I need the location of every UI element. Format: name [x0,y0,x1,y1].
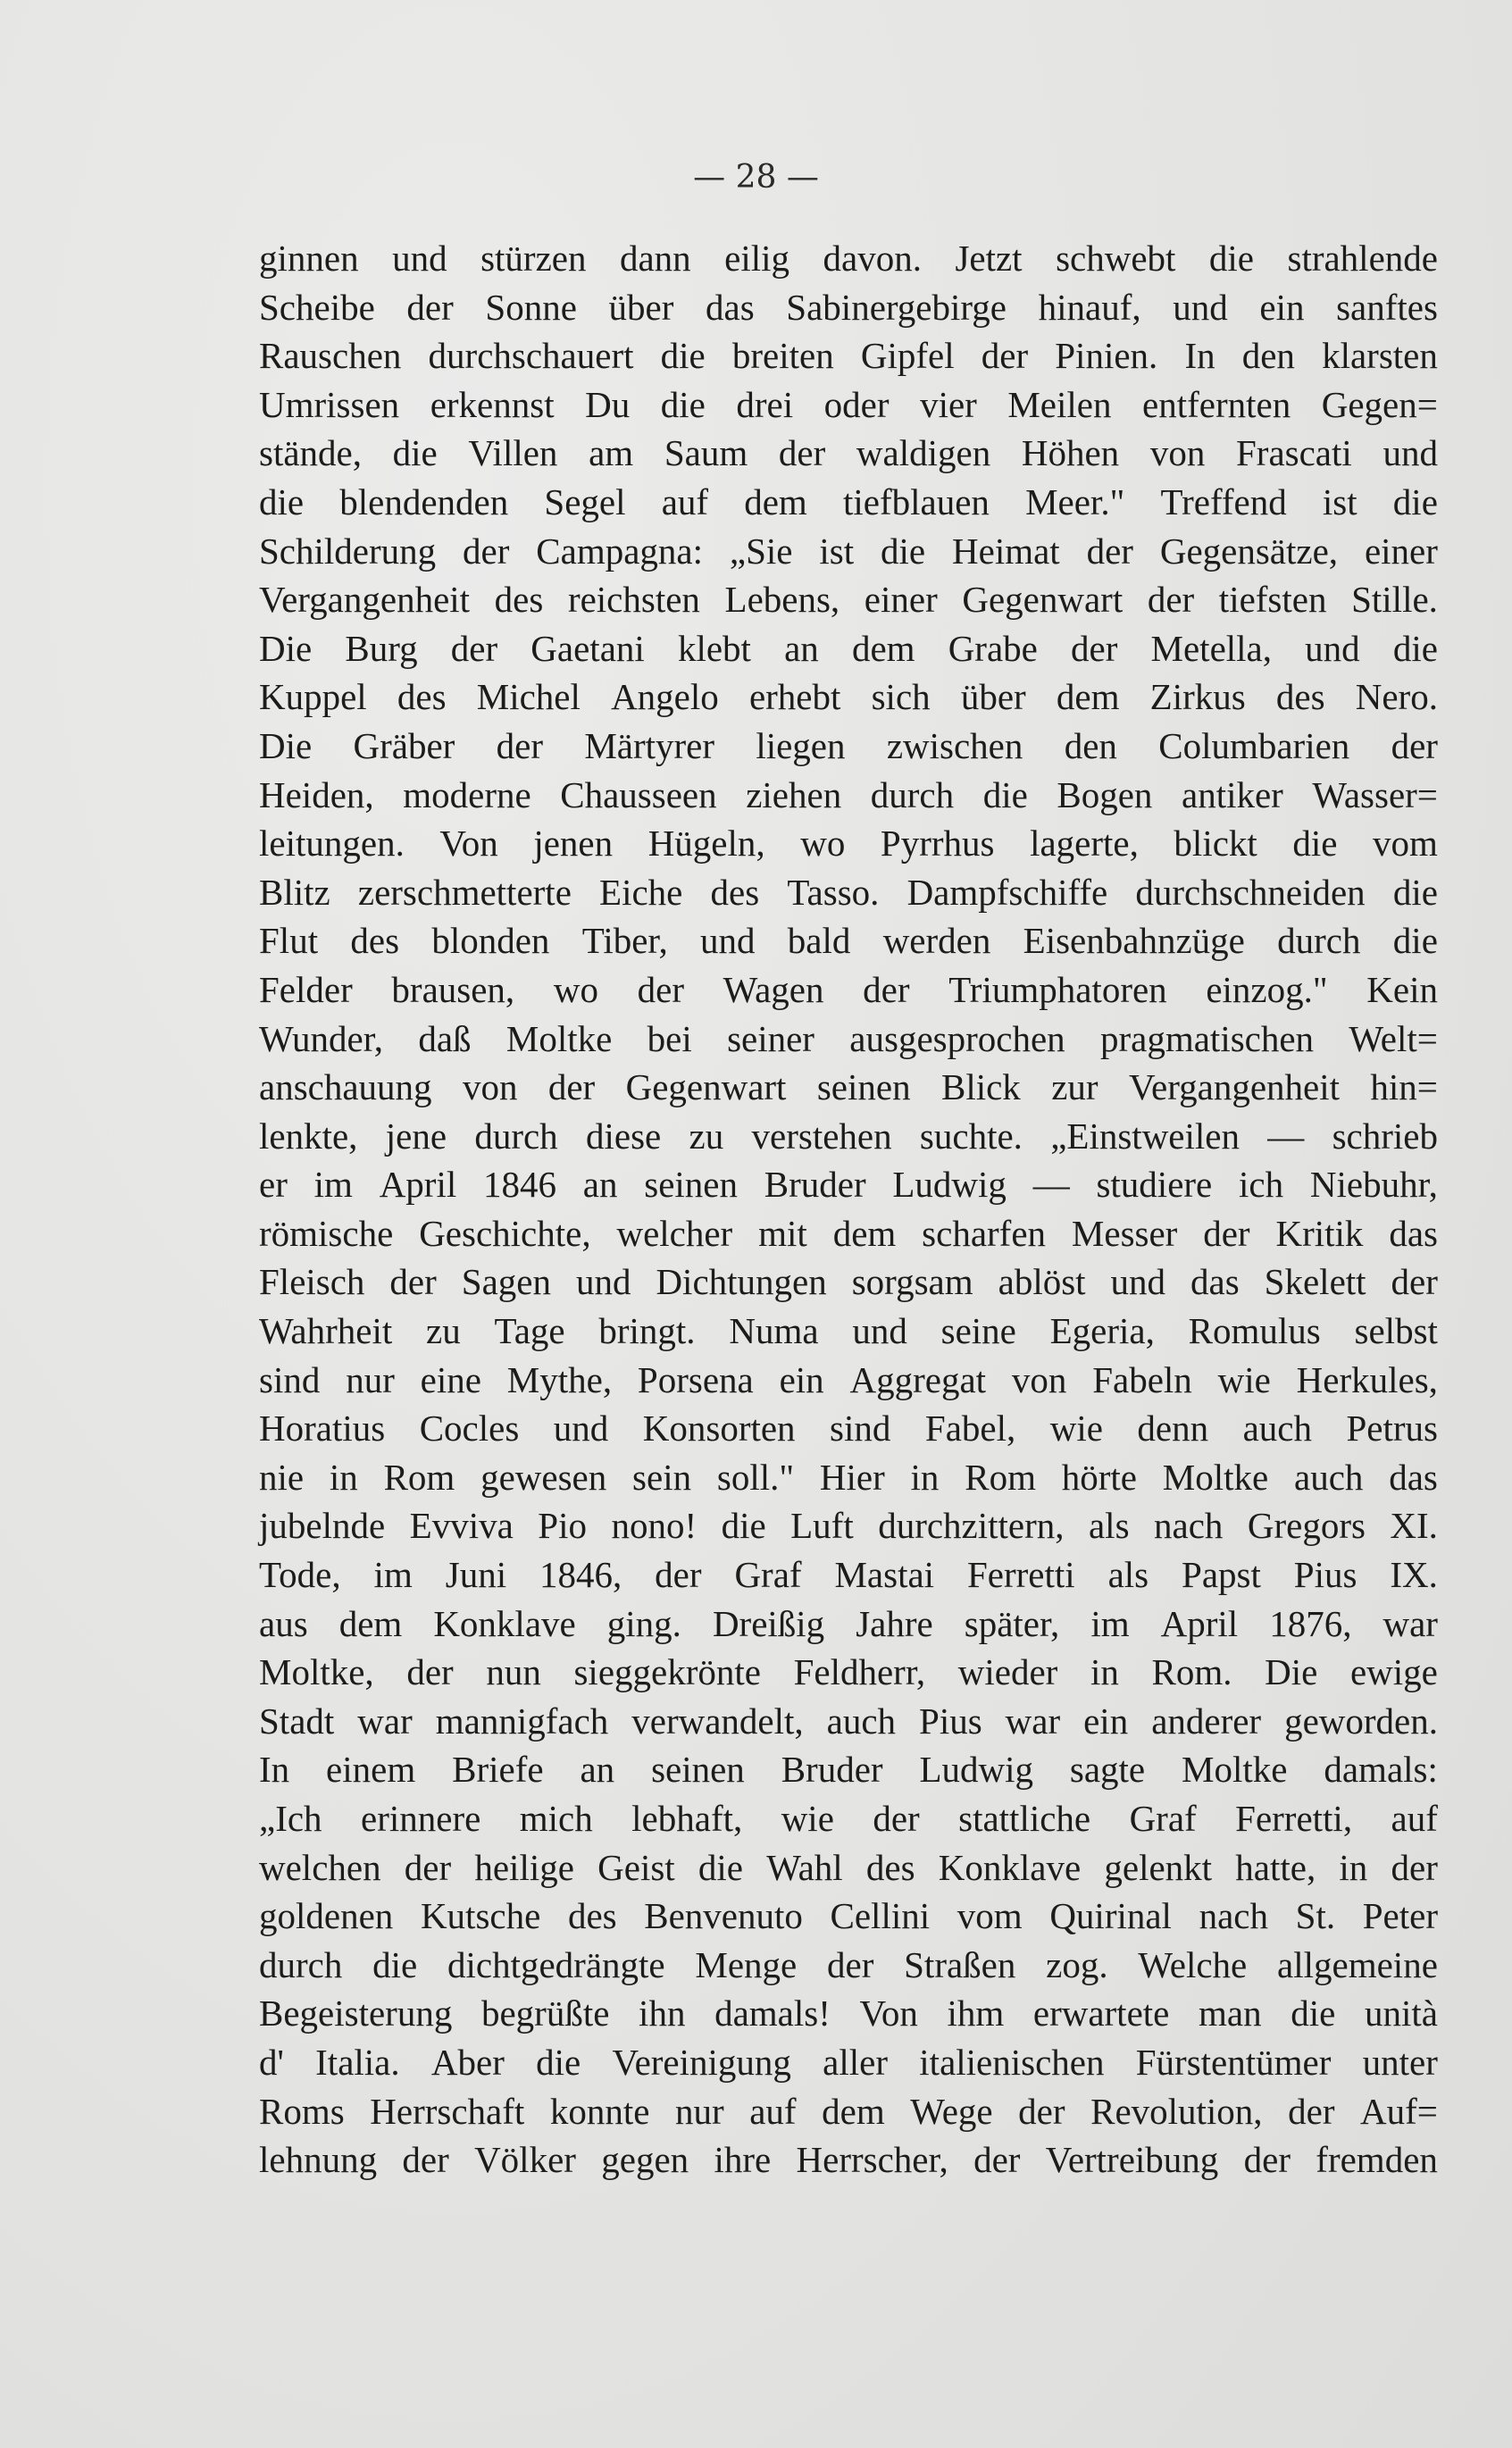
text-line: Wahrheit zu Tage bringt. Numa und seine Egeria, Romulus selbst [259,1310,1438,1352]
text-line: Heiden, moderne Chausseen ziehen durch die Bogen antiker Wasser= [259,773,1438,815]
text-line: römische Geschichte, welcher mit dem scharfen Messer der Kritik das [259,1212,1438,1254]
text-line: durch die dichtgedrängte Menge der Straßen zog. Welche allgemeine [259,1943,1438,1985]
text-line: sind nur eine Mythe, Porsena ein Aggregat von Fabeln wie Herkules, [259,1358,1438,1400]
text-line: nie in Rom gewesen sein soll." Hier in Rom hörte Moltke auch das [259,1456,1438,1498]
text-line: d' Italia. Aber die Vereinigung aller italienischen Fürstentümer unter [259,2041,1438,2083]
text-line: Umrissen erkennst Du die drei oder vier Meilen entfernten Gegen= [259,383,1438,425]
text-line: Flut des blonden Tiber, und bald werden Eisenbahnzüge durch die [259,920,1438,962]
body-text [259,234,1438,2185]
text-line: welchen der heilige Geist die Wahl des Konklave gelenkt hatte, in der [259,1846,1438,1888]
text-line: jubelnde Evviva Pio nono! die Luft durchzittern, als nach Gregors XI. [259,1505,1438,1547]
text-line: Stadt war mannigfach verwandelt, auch Pius war ein anderer geworden. [259,1700,1438,1742]
text-line: Wunder, daß Moltke bei seiner ausgesprochen pragmatischen Welt= [259,1017,1438,1059]
text-line: lenkte, jene durch diese zu verstehen suchte. „Einstweilen — schrieb [259,1115,1438,1157]
page-number: — 28 — [693,159,819,196]
text-line: lehnung der Völker gegen ihre Herrscher, der Vertreibung der fremden [259,2139,1438,2181]
text-line: Roms Herrschaft konnte nur auf dem Wege der Revolution, der Auf= [259,2090,1438,2132]
text-line: Vergangenheit des reichsten Lebens, einer Gegenwart der tiefsten Stille. [259,579,1438,621]
text-line: Tode, im Juni 1846, der Graf Mastai Ferretti als Papst Pius IX. [259,1554,1438,1596]
text-line: Blitz zerschmetterte Eiche des Tasso. Dampfschiffe durchschneiden die [259,871,1438,913]
text-line: Kuppel des Michel Angelo erhebt sich über dem Zirkus des Nero. [259,676,1438,718]
text-line: aus dem Konklave ging. Dreißig Jahre später, im April 1876, war [259,1602,1438,1644]
text-line: Moltke, der nun sieggekrönte Feldherr, wieder in Rom. Die ewige [259,1651,1438,1693]
text-line: In einem Briefe an seinen Bruder Ludwig sagte Moltke damals: [259,1749,1438,1791]
text-line: die blendenden Segel auf dem tiefblauen Meer." Treffend ist die [259,480,1438,522]
text-line: ginnen und stürzen dann eilig davon. Jetzt schwebt die strahlende [259,238,1438,279]
text-line: Schilderung der Campagna: „Sie ist die Heimat der Gegensätze, einer [259,530,1438,572]
text-line: stände, die Villen am Saum der waldigen Höhen von Frascati und [259,432,1438,474]
text-line: leitungen. Von jenen Hügeln, wo Pyrrhus lagerte, blickt die vom [259,823,1438,865]
text-line: Scheibe der Sonne über das Sabinergebirge hinauf, und ein sanftes [259,286,1438,328]
text-line: Die Gräber der Märtyrer liegen zwischen den Columbarien der [259,724,1438,766]
text-line: goldenen Kutsche des Benvenuto Cellini vom Quirinal nach St. Peter [259,1895,1438,1937]
text-line: Rauschen durchschauert die breiten Gipfel der Pinien. In den klarsten [259,335,1438,377]
text-line: er im April 1846 an seinen Bruder Ludwig — studiere ich Niebuhr, [259,1164,1438,1206]
text-line: Felder brausen, wo der Wagen der Triumphatoren einzog." Kein [259,968,1438,1010]
text-line: anschauung von der Gegenwart seinen Blick zur Vergangenheit hin= [259,1066,1438,1108]
text-line: Fleisch der Sagen und Dichtungen sorgsam ablöst und das Skelett der [259,1261,1438,1303]
text-line: Horatius Cocles und Konsorten sind Fabel, wie denn auch Petrus [259,1408,1438,1450]
text-line: Begeisterung begrüßte ihn damals! Von ihm erwartete man die unità [259,1993,1438,2034]
text-line: „Ich erinnere mich lebhaft, wie der stattliche Graf Ferretti, auf [259,1798,1438,1839]
text-line: Die Burg der Gaetani klebt an dem Grabe der Metella, und die [259,627,1438,669]
